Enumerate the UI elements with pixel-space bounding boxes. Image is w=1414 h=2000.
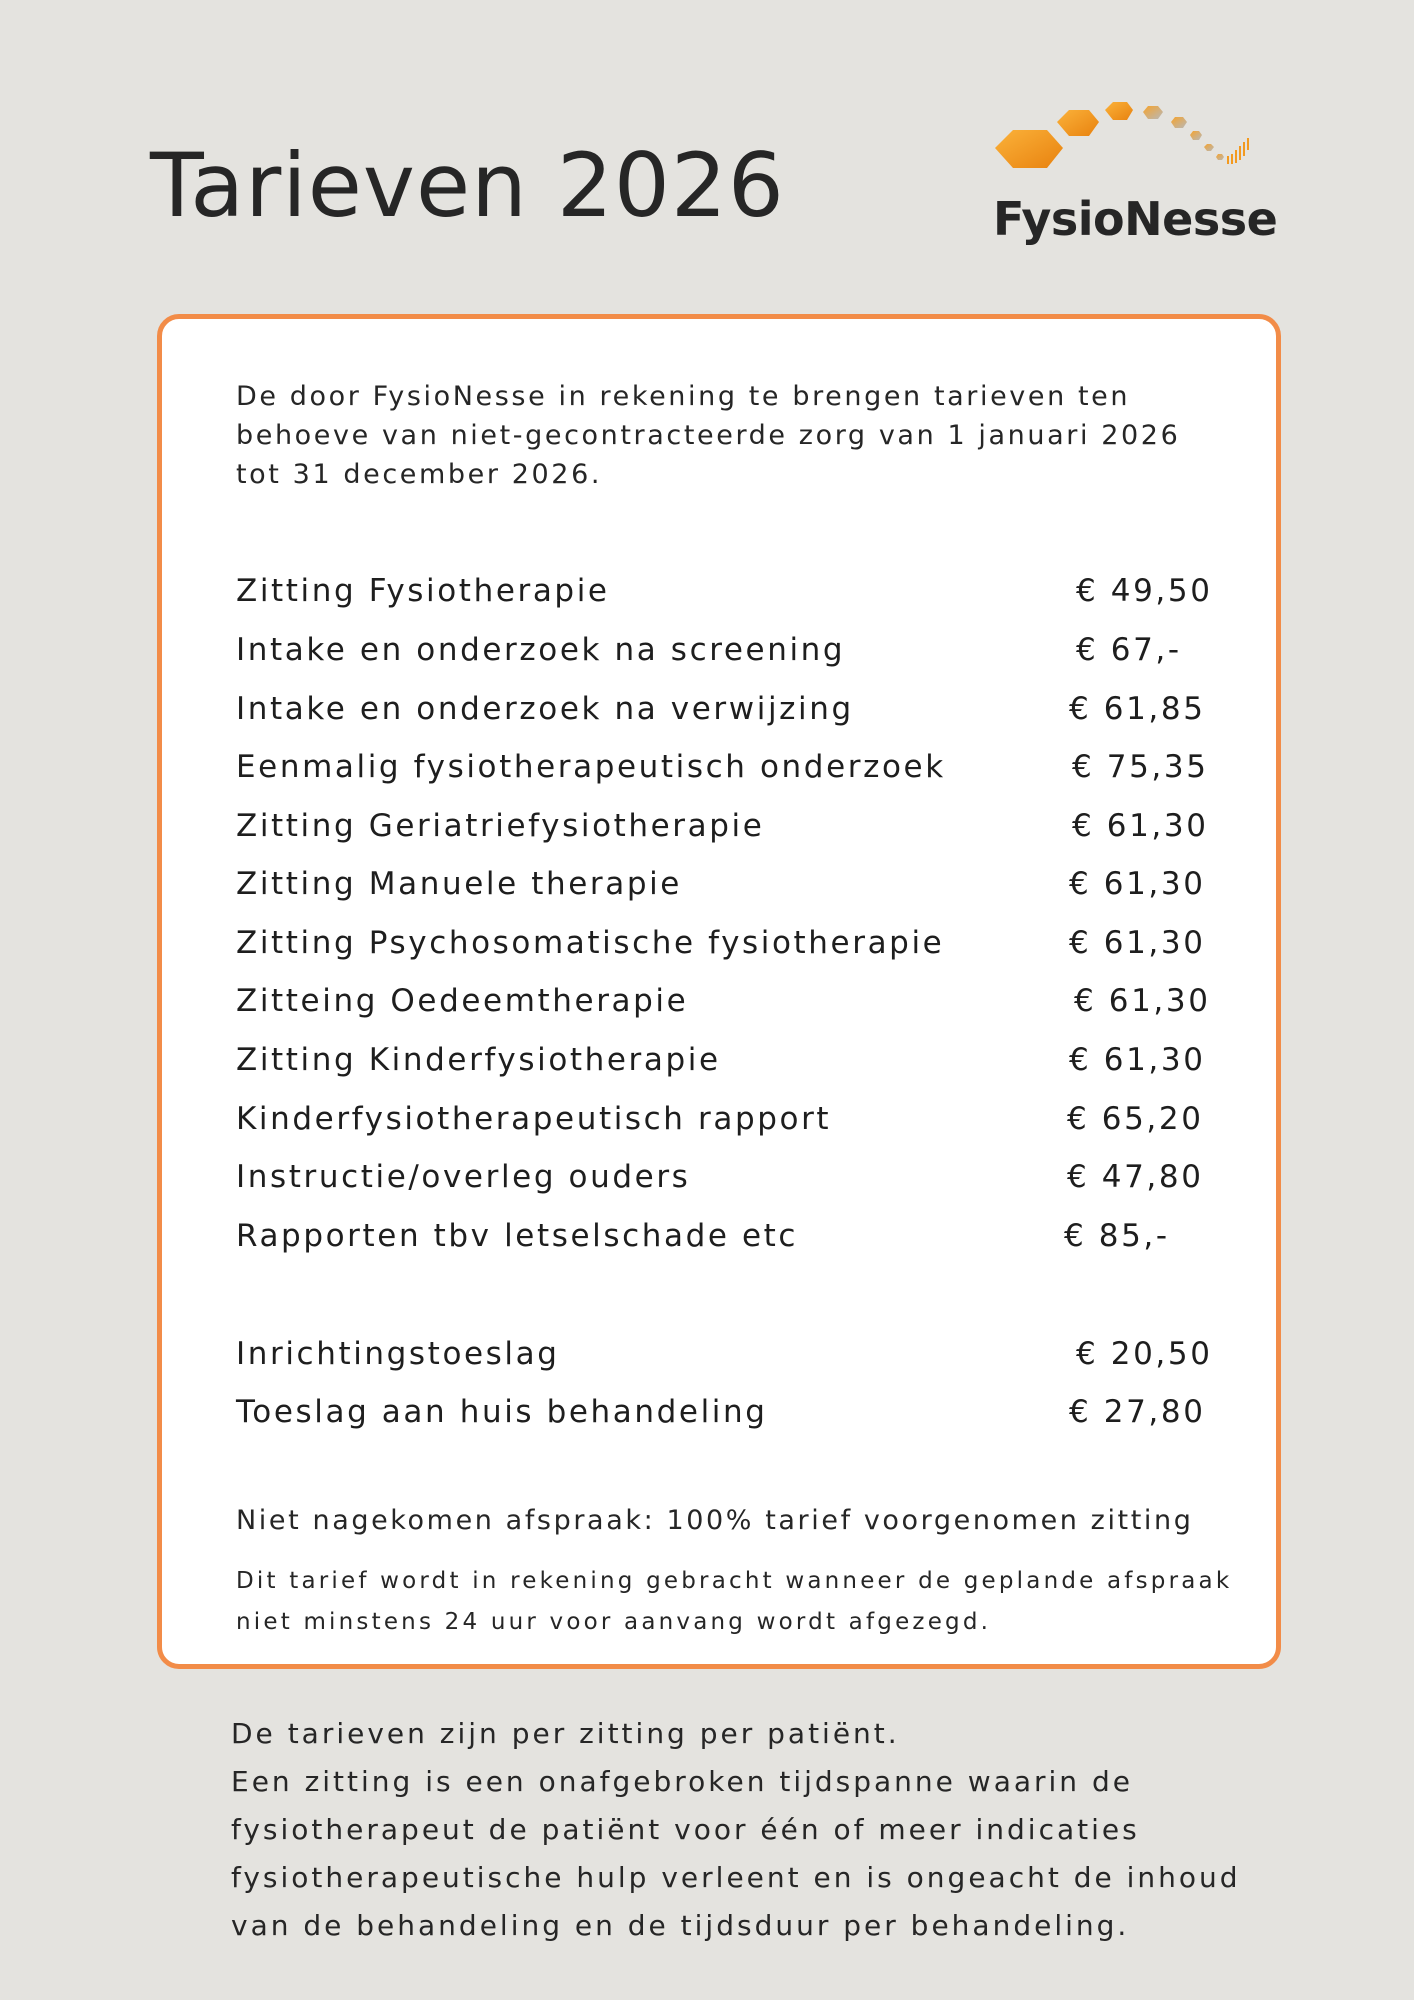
page-title: Tarieven 2026 xyxy=(150,134,785,237)
rate-price: € 67,- xyxy=(1076,632,1182,668)
rate-label: Instructie/overleg ouders xyxy=(236,1159,691,1195)
fysionesse-logo xyxy=(985,100,1278,260)
rate-row xyxy=(236,1159,1236,1203)
rate-label: Zitting Kinderfysiotherapie xyxy=(236,1042,721,1078)
rate-row xyxy=(236,866,1236,910)
surcharge-row xyxy=(236,1336,1236,1380)
intro-text: De door FysioNesse in rekening te brengen tarieven ten behoeve van niet-gecontracteerde zorg van 1 januari 2026 tot 31 december 2026. xyxy=(236,381,1181,490)
rate-price: € 85,- xyxy=(1064,1218,1170,1254)
surcharge-price: € 27,80 xyxy=(1069,1394,1206,1430)
rate-price: € 61,85 xyxy=(1069,691,1206,727)
rate-label: Zitting Geriatriefysiotherapie xyxy=(236,808,765,844)
rate-price: € 61,30 xyxy=(1069,866,1206,902)
rate-row xyxy=(236,925,1236,969)
surcharge-price: € 20,50 xyxy=(1076,1336,1213,1372)
rate-price: € 75,35 xyxy=(1072,749,1209,785)
no-show-note: Dit tarief wordt in rekening gebracht wanneer de geplande afspraak niet minstens 24 uur voor aanvang wordt afgezegd. xyxy=(236,1568,1233,1635)
footer-line-2: Een zitting is een onafgebroken tijdspanne waarin de fysiotherapeut de patiënt voor één of meer indicaties fysiotherapeutische hulp verleent en is ongeacht de inhoud van de behandeling en de tijdsduur per behandeling. xyxy=(231,1765,1241,1942)
logo-wordmark: FysioNesse xyxy=(993,192,1278,246)
rate-label: Zitting Fysiotherapie xyxy=(236,573,610,609)
rate-row xyxy=(236,632,1236,676)
rate-row xyxy=(236,1042,1236,1086)
surcharge-label: Inrichtingstoeslag xyxy=(236,1336,560,1372)
rate-price: € 61,30 xyxy=(1069,1042,1206,1078)
rate-row xyxy=(236,1218,1236,1262)
rates-card xyxy=(157,314,1281,1669)
rate-label: Zitteing Oedeemtherapie xyxy=(236,983,689,1019)
rate-row xyxy=(236,749,1236,793)
footer-text xyxy=(231,1710,1281,1950)
rate-price: € 49,50 xyxy=(1076,573,1213,609)
rate-price: € 47,80 xyxy=(1067,1159,1204,1195)
rate-label: Intake en onderzoek na screening xyxy=(236,632,846,668)
rate-row xyxy=(236,691,1236,735)
rate-row xyxy=(236,983,1236,1027)
surcharge-row xyxy=(236,1394,1236,1438)
no-show-title: Niet nagekomen afspraak: 100% tarief voorgenomen zitting xyxy=(236,1505,1194,1536)
rate-price: € 61,30 xyxy=(1074,983,1211,1019)
rate-price: € 61,30 xyxy=(1069,925,1206,961)
rate-row xyxy=(236,808,1236,852)
rate-price: € 65,20 xyxy=(1067,1101,1204,1137)
rate-label: Zitting Psychosomatische fysiotherapie xyxy=(236,925,945,961)
surcharge-label: Toeslag aan huis behandeling xyxy=(236,1394,768,1430)
footer-line-1: De tarieven zijn per zitting per patiënt. xyxy=(231,1717,900,1750)
rate-label: Zitting Manuele therapie xyxy=(236,866,682,902)
rate-price: € 61,30 xyxy=(1072,808,1209,844)
rate-row xyxy=(236,1101,1236,1145)
rate-row xyxy=(236,573,1236,617)
rate-label: Eenmalig fysiotherapeutisch onderzoek xyxy=(236,749,946,785)
rate-label: Intake en onderzoek na verwijzing xyxy=(236,691,854,727)
rate-label: Rapporten tbv letselschade etc xyxy=(236,1218,799,1254)
rate-label: Kinderfysiotherapeutisch rapport xyxy=(236,1101,832,1137)
logo-hexagons-icon xyxy=(985,100,1275,200)
